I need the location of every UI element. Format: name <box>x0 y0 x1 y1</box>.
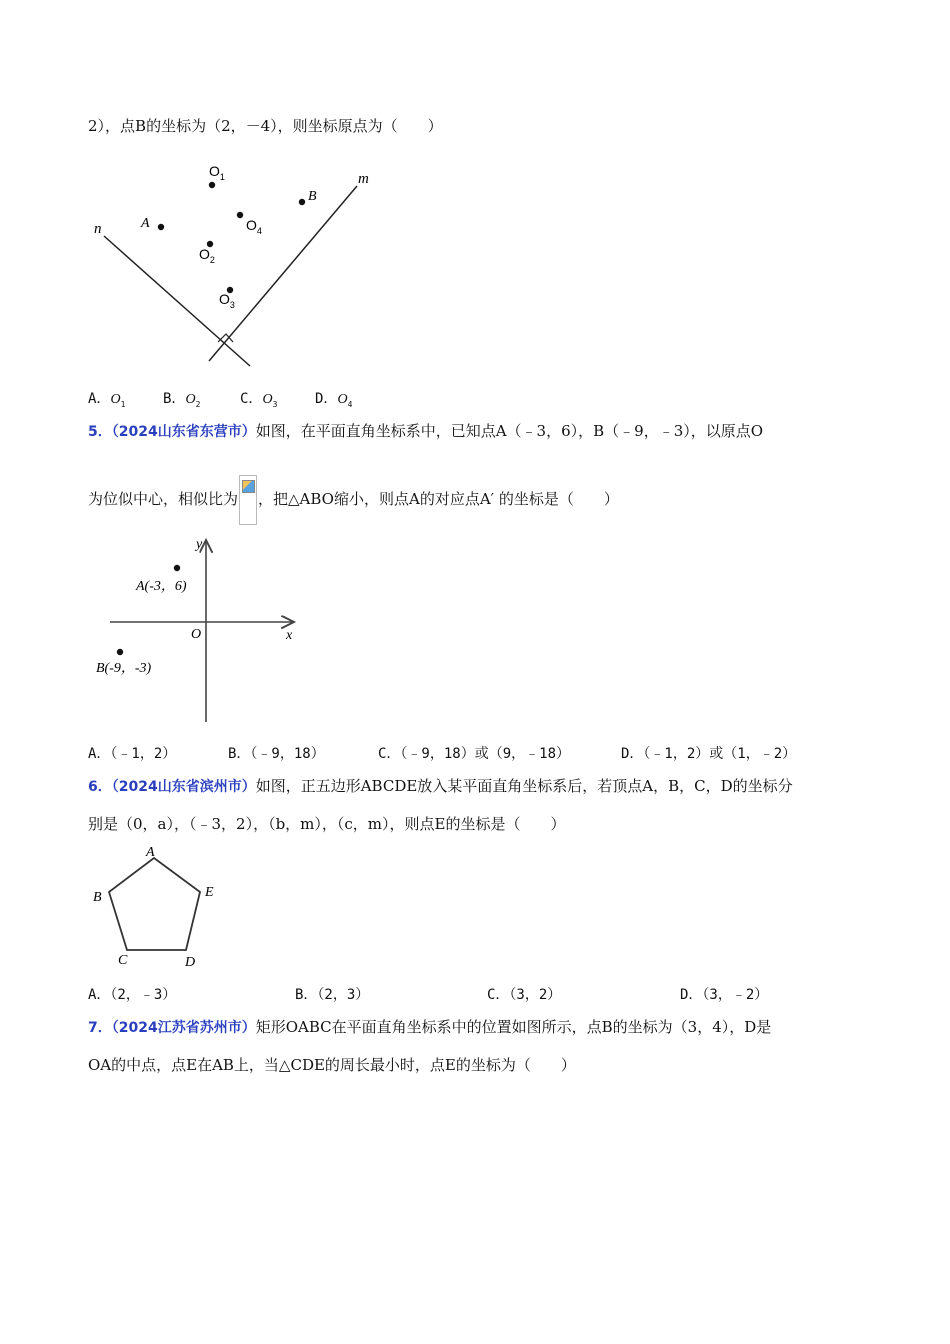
q6-option-d: D．（3，﹣2） <box>680 987 769 1003</box>
q4-option-d: D．$O_4$ <box>315 391 353 409</box>
q6-option-a: A．（2，﹣3） <box>88 987 177 1003</box>
point-B <box>117 649 123 655</box>
label-A: A <box>141 216 150 231</box>
q5-option-b: B．（﹣9，18） <box>228 746 325 762</box>
point-A <box>158 224 164 230</box>
label-n: n <box>94 221 102 237</box>
q5-option-c: C．（﹣9，18）或（9，﹣18） <box>378 746 571 762</box>
q6-figure <box>88 840 238 970</box>
ratio-image-icon <box>239 475 257 525</box>
q6-option-b: B．（2，3） <box>295 987 370 1003</box>
vertex-A: A <box>146 845 155 860</box>
x-label: x <box>286 628 293 643</box>
q7-source: （2024江苏省苏州市） <box>111 1020 256 1036</box>
q6-source: （2024山东省滨州市） <box>111 779 256 795</box>
q4-stem-line: 2），点B的坐标为（2，－4），则坐标原点为（ ） <box>88 117 443 135</box>
y-label: y <box>196 537 203 552</box>
q4-option-b: B．$O_2$ <box>163 391 201 409</box>
q5-option-d: D．（﹣1，2）或（1，﹣2） <box>621 746 797 762</box>
vertex-C: C <box>118 953 128 968</box>
point-B <box>299 199 305 205</box>
point-B-label: B(-9，-3) <box>96 661 152 676</box>
point-O4 <box>237 212 243 218</box>
label-O2: $O_2$ <box>199 246 215 265</box>
q5-number: 5． <box>88 424 112 440</box>
q6-option-c: C．（3，2） <box>487 987 562 1003</box>
q7-number: 7． <box>88 1020 112 1036</box>
point-A <box>174 565 180 571</box>
pentagon <box>109 858 200 950</box>
q5-line1: 5．（2024山东省东营市）如图，在平面直角坐标系中，已知点A（﹣3，6），B（﹣9，﹣3），以原点O <box>88 422 764 440</box>
q4-figure <box>88 160 388 375</box>
q6-line2: 别是（0，a），（﹣3，2），（b，m），（c，m），则点E的坐标是（ ） <box>88 815 566 833</box>
q5-line2: 为位似中心，相似比为 ，把△ABO缩小，则点A的对应点A′ 的坐标是（ ） <box>88 474 619 525</box>
label-O1: $O_1$ <box>209 163 225 182</box>
q5-option-a: A．（﹣1，2） <box>88 746 177 762</box>
origin-label: O <box>191 627 202 642</box>
q5-source: （2024山东省东营市） <box>111 424 256 440</box>
label-O3: $O_3$ <box>219 291 235 310</box>
q6-number: 6． <box>88 779 112 795</box>
label-m: m <box>358 171 369 187</box>
line-m <box>209 186 357 361</box>
point-O1 <box>209 182 215 188</box>
q4-option-a: A．$O_1$ <box>88 391 126 409</box>
vertex-D: D <box>185 955 196 970</box>
q7-line2: OA的中点，点E在AB上，当△CDE的周长最小时，点E的坐标为（ ） <box>88 1056 576 1074</box>
q7-line1: 7．（2024江苏省苏州市）矩形OABC在平面直角坐标系中的位置如图所示，点B的坐标为（3，4），D是 <box>88 1018 772 1036</box>
q5-figure <box>88 532 313 727</box>
label-B: B <box>308 189 317 204</box>
point-A-label: A(-3，6) <box>136 579 187 594</box>
label-O4: $O_4$ <box>246 217 262 236</box>
vertex-B: B <box>93 890 102 905</box>
q6-line1: 6．（2024山东省滨州市）如图，正五边形ABCDE放入某平面直角坐标系后，若顶点A，B，C，D的坐标分 <box>88 777 793 795</box>
vertex-E: E <box>205 885 214 900</box>
q4-option-c: C．$O_3$ <box>240 391 278 409</box>
